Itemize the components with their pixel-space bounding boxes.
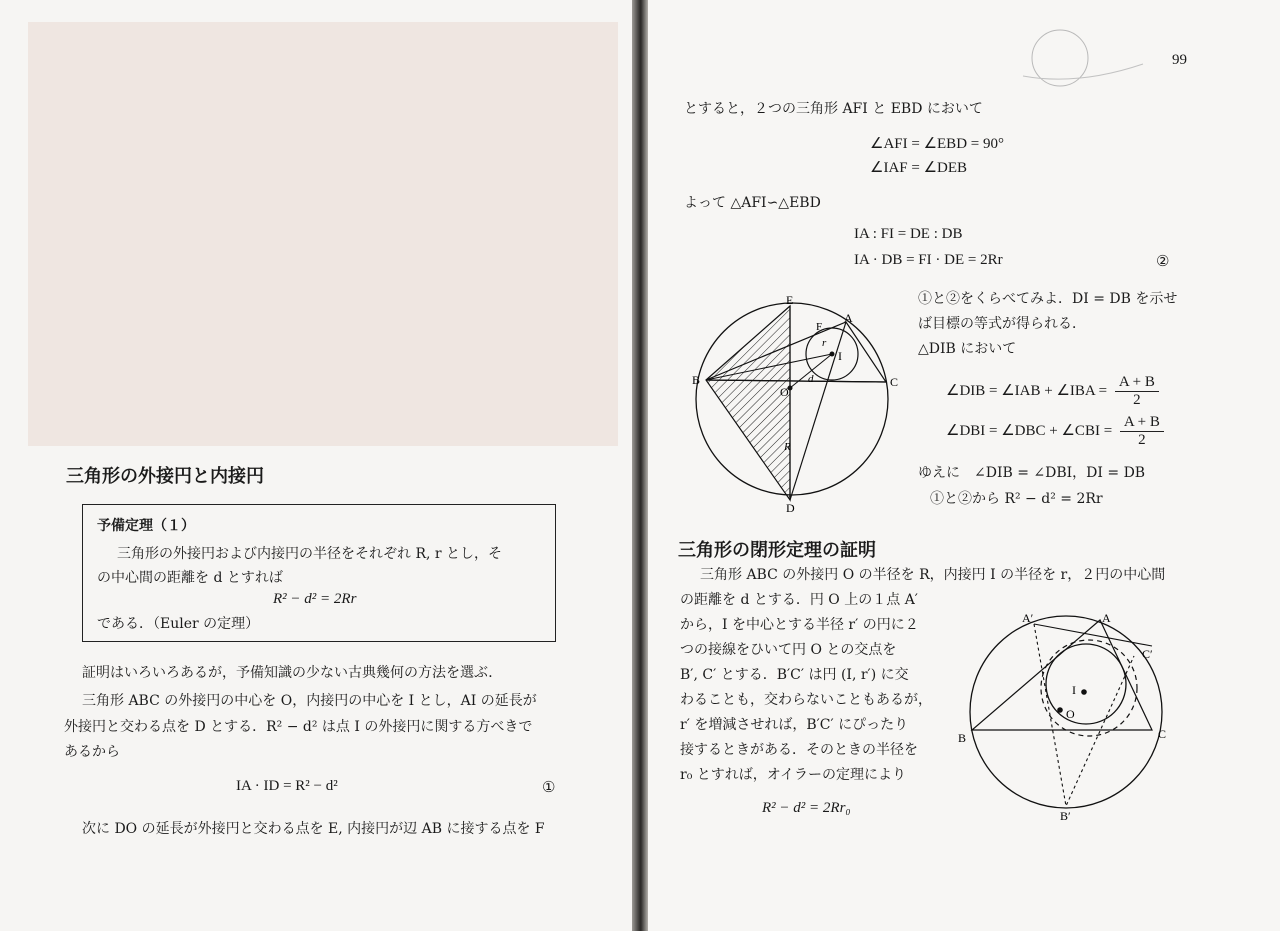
lemma-formula: R² − d² = 2Rr [273, 591, 357, 607]
fig1-label-i: I [838, 349, 842, 363]
poncelet-p6: わることも，交わらないこともあるが， [680, 692, 932, 708]
fig1-label-d-small: d [808, 373, 814, 385]
equation-b: ∠IAF = ∠DEB [870, 160, 968, 176]
angle-dib-denominator: 2 [1133, 392, 1141, 408]
angle-dbi-denominator: 2 [1138, 432, 1146, 448]
fig1-label-r-large: R [784, 441, 791, 453]
fig2-label-a-prime: A′ [1022, 611, 1034, 625]
poncelet-p2: の距離を d とする．円 O 上の１点 A′ [680, 592, 918, 608]
right-page [648, 0, 1280, 931]
fig2-label-b-prime: B′ [1060, 809, 1071, 822]
lemma-line1: 三角形の外接円および内接円の半径をそれぞれ R, r とし，そ [117, 546, 503, 562]
poncelet-p4: つの接線をひいて円 O との交点を [680, 642, 897, 658]
pencil-sketch [1018, 26, 1148, 92]
para2-line3: あるから [64, 744, 120, 760]
equation-1: IA · ID = R² − d² [236, 778, 338, 794]
fig1-label-f: F [816, 321, 823, 333]
poncelet-p8: 接するときがある．そのときの半径を [680, 742, 918, 758]
para2-line2: 外接円と交わる点を D とする．R² − d² は点 I の外接円に関する方べきで [64, 719, 533, 735]
angle-dib-equation [946, 374, 1159, 409]
poncelet-p9: r₀ とすれば，オイラーの定理により [680, 767, 907, 783]
fig1-label-b: B [692, 373, 701, 387]
section-title: 三角形の外接円と内接円 [66, 466, 264, 487]
figure-incircle-circumcircle [688, 292, 928, 514]
product-equation: IA · DB = FI · DE = 2Rr [854, 252, 1003, 268]
similar-line: よって △AFI∽△EBD [684, 195, 821, 211]
figure-poncelet [956, 606, 1182, 822]
section-title-right: 三角形の閉形定理の証明 [678, 540, 876, 561]
fig1-label-c: C [890, 375, 899, 389]
angle-dib-fraction [1115, 374, 1159, 409]
fig1-label-a: A [844, 311, 853, 325]
book-gutter [632, 0, 648, 931]
lemma-title: 予備定理（１） [97, 518, 195, 534]
ratio-equation: IA : FI = DE : DB [854, 226, 963, 242]
lemma-line2: の中心間の距離を d とすれば [97, 570, 283, 586]
para2-line1: 三角形 ABC の外接円の中心を O，内接円の中心を I とし，AI の延長が [82, 693, 537, 709]
angle-dbi-lhs: ∠DBI = ∠DBC + ∠CBI = [946, 422, 1113, 439]
angle-dib-lhs: ∠DIB = ∠IAB + ∠IBA = [946, 382, 1108, 399]
product-mark: ② [1156, 254, 1170, 270]
angle-dbi-numerator: A + B [1120, 414, 1164, 432]
poncelet-p1: 三角形 ABC の外接円 O の半径を R，内接円 I の半径を r，２円の中心間 [700, 567, 1166, 583]
fig2-label-c: C [1158, 727, 1167, 741]
fig1-label-e: E [786, 293, 794, 307]
lemma-line3: である．（Euler の定理） [97, 616, 260, 632]
left-page [0, 0, 632, 931]
fig2-label-o: O [1066, 707, 1075, 721]
therefore-line: ゆえに ∠DIB = ∠DBI，DI = DB [918, 465, 1146, 481]
angle-dbi-equation [946, 414, 1164, 449]
para3: 次に DO の延長が外接円と交わる点を E, 内接円が辺 AB に接する点を F [82, 821, 545, 837]
angle-dib-numerator: A + B [1115, 374, 1159, 392]
final-equation: R² − d² = 2Rr₀ [762, 800, 851, 816]
redacted-region [28, 22, 618, 446]
fig1-label-o: O [780, 385, 789, 399]
equation-1-mark: ① [542, 780, 556, 796]
side-text-3: △DIB において [918, 341, 1017, 357]
conclusion-line: ①と②から R² − d² = 2Rr [930, 491, 1103, 507]
poncelet-p3: から，I を中心とする半径 r′ の円に２ [680, 617, 919, 633]
lemma-box [82, 504, 556, 642]
fig2-label-b: B [958, 731, 967, 745]
fig2-label-c-prime: C′ [1142, 647, 1153, 661]
side-text-2: ば目標の等式が得られる． [918, 316, 1086, 332]
fig2-label-a: A [1102, 611, 1111, 625]
right-line1: とすると，２つの三角形 AFI と EBD において [684, 101, 983, 117]
equation-a: ∠AFI = ∠EBD = 90° [870, 136, 1004, 152]
fig1-label-d: D [786, 501, 795, 514]
para1: 証明はいろいろあるが，予備知識の少ない古典幾何の方法を選ぶ． [82, 665, 503, 681]
fig1-label-r: r [822, 337, 827, 349]
poncelet-p5: B′, C′ とする．B′C′ は円 (I, r′) に交 [680, 667, 909, 683]
page-number: 99 [1172, 52, 1187, 68]
angle-dbi-fraction [1120, 414, 1164, 449]
side-text-1: ①と②をくらべてみよ．DI = DB を示せ [918, 291, 1178, 307]
poncelet-p7: r′ を増減させれば，B′C′ にぴったり [680, 717, 909, 733]
fig2-label-i: I [1072, 683, 1076, 697]
